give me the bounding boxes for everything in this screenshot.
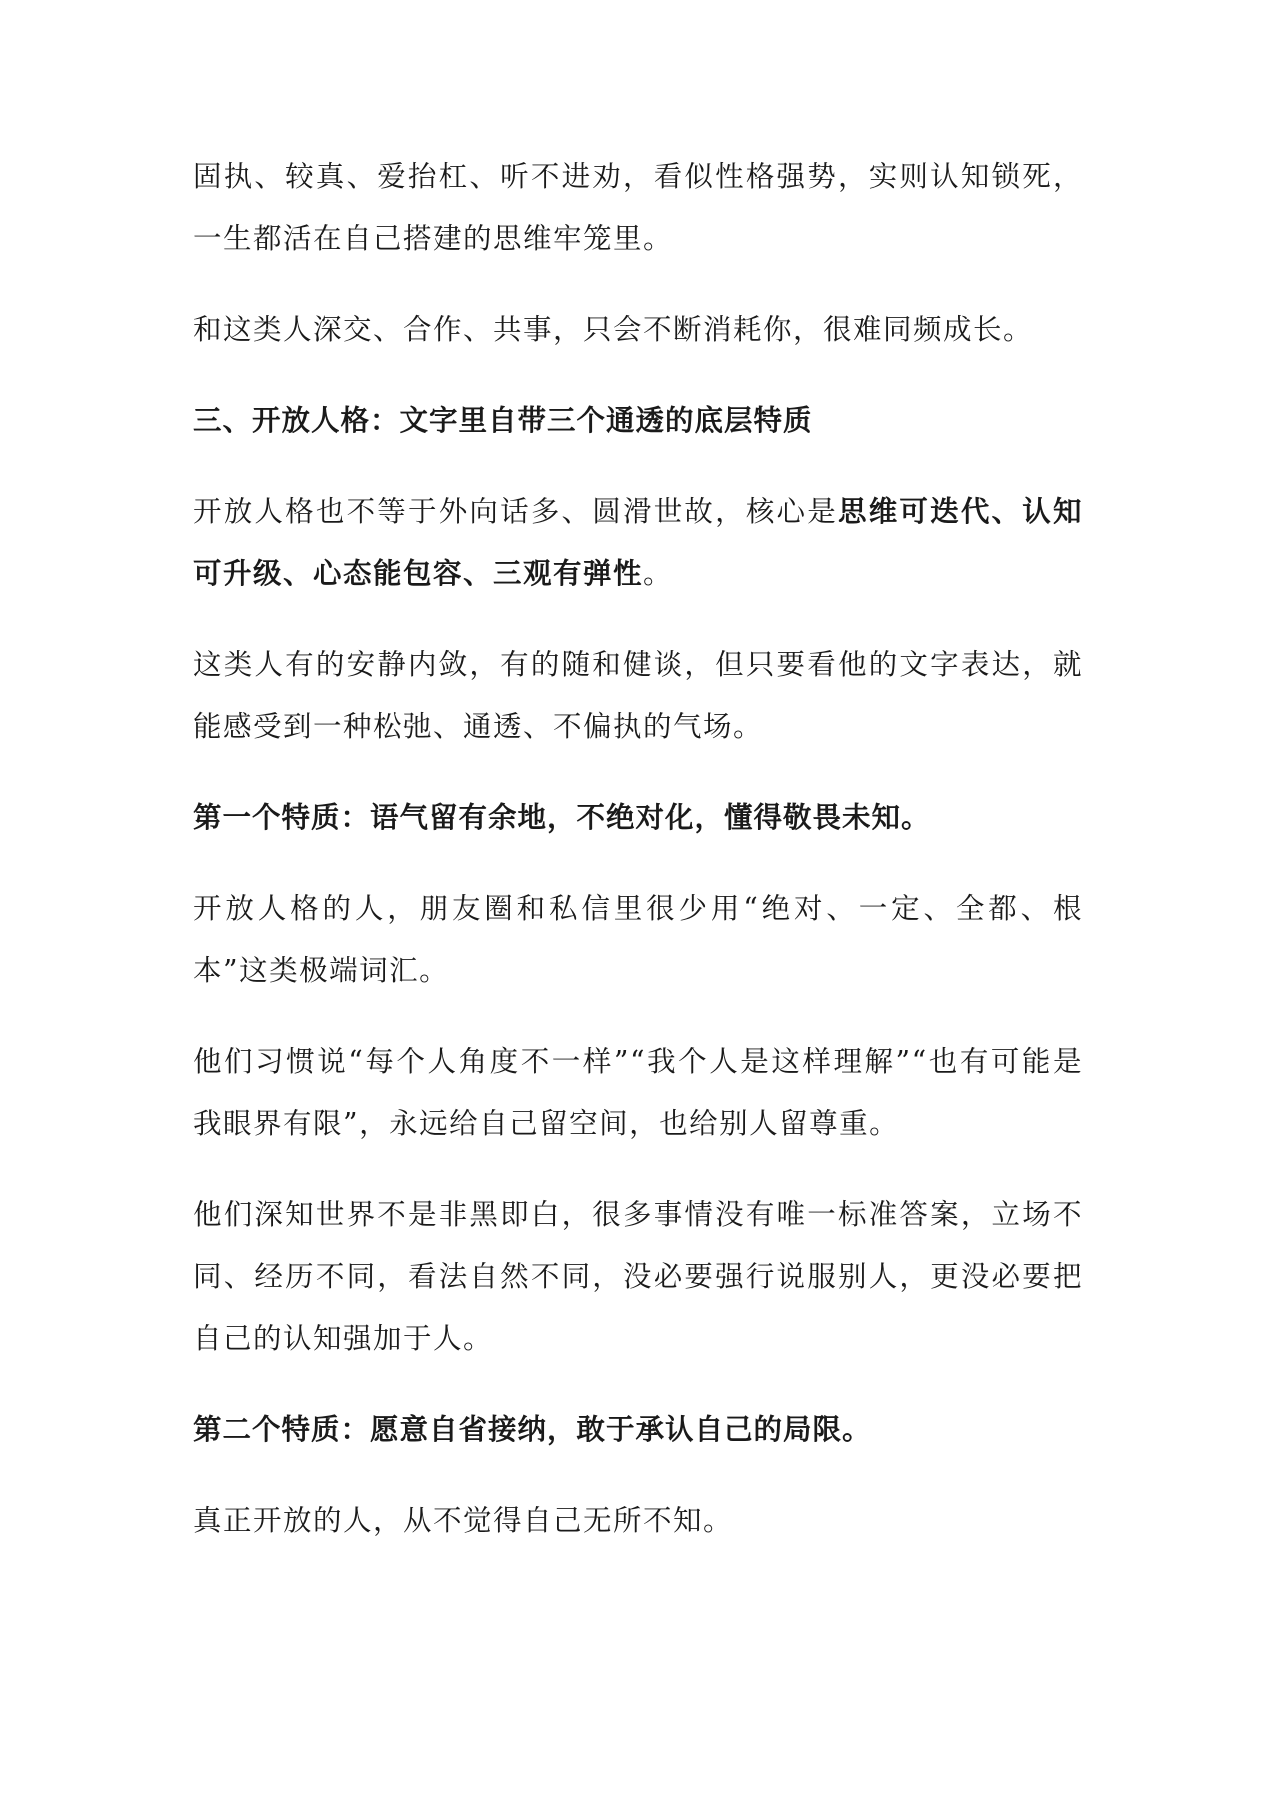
paragraph: 固执、较真、爱抬杠、听不进劝，看似性格强势，实则认知锁死，一生都活在自己搭建的思维牢笼里。 bbox=[193, 160, 1083, 255]
paragraph: 和这类人深交、合作、共事，只会不断消耗你，很难同频成长。 bbox=[193, 313, 1034, 346]
paragraph-with-emphasis bbox=[193, 481, 1083, 605]
trait-heading: 第一个特质：语气留有余地，不绝对化，懂得敬畏未知。 bbox=[193, 801, 931, 834]
document-body bbox=[193, 146, 1083, 1581]
paragraph: 这类人有的安静内敛，有的随和健谈，但只要看他的文字表达，就能感受到一种松弛、通透、不偏执的气场。 bbox=[193, 648, 1083, 743]
paragraph: 他们习惯说“每个人角度不一样”“我个人是这样理解”“也有可能是我眼界有限”，永远给自己留空间，也给别人留尊重。 bbox=[193, 1045, 1083, 1140]
trait-heading: 第二个特质：愿意自省接纳，敢于承认自己的局限。 bbox=[193, 1413, 872, 1446]
paragraph: 真正开放的人，从不觉得自己无所不知。 bbox=[193, 1504, 734, 1537]
paragraph-tail-text: 。 bbox=[643, 557, 674, 590]
paragraph-lead-text: 开放人格也不等于外向话多、圆滑世故，核心是 bbox=[193, 495, 838, 528]
section-heading: 三、开放人格：文字里自带三个通透的底层特质 bbox=[193, 404, 813, 437]
paragraph: 他们深知世界不是非黑即白，很多事情没有唯一标准答案，立场不同、经历不同，看法自然不同，没必要强行说服别人，更没必要把自己的认知强加于人。 bbox=[193, 1198, 1083, 1355]
paragraph: 开放人格的人，朋友圈和私信里很少用“绝对、一定、全都、根本”这类极端词汇。 bbox=[193, 892, 1083, 987]
emphasis-text: 思维可迭代、认知可升级、心态能包容、三观有弹性 bbox=[193, 495, 1083, 590]
